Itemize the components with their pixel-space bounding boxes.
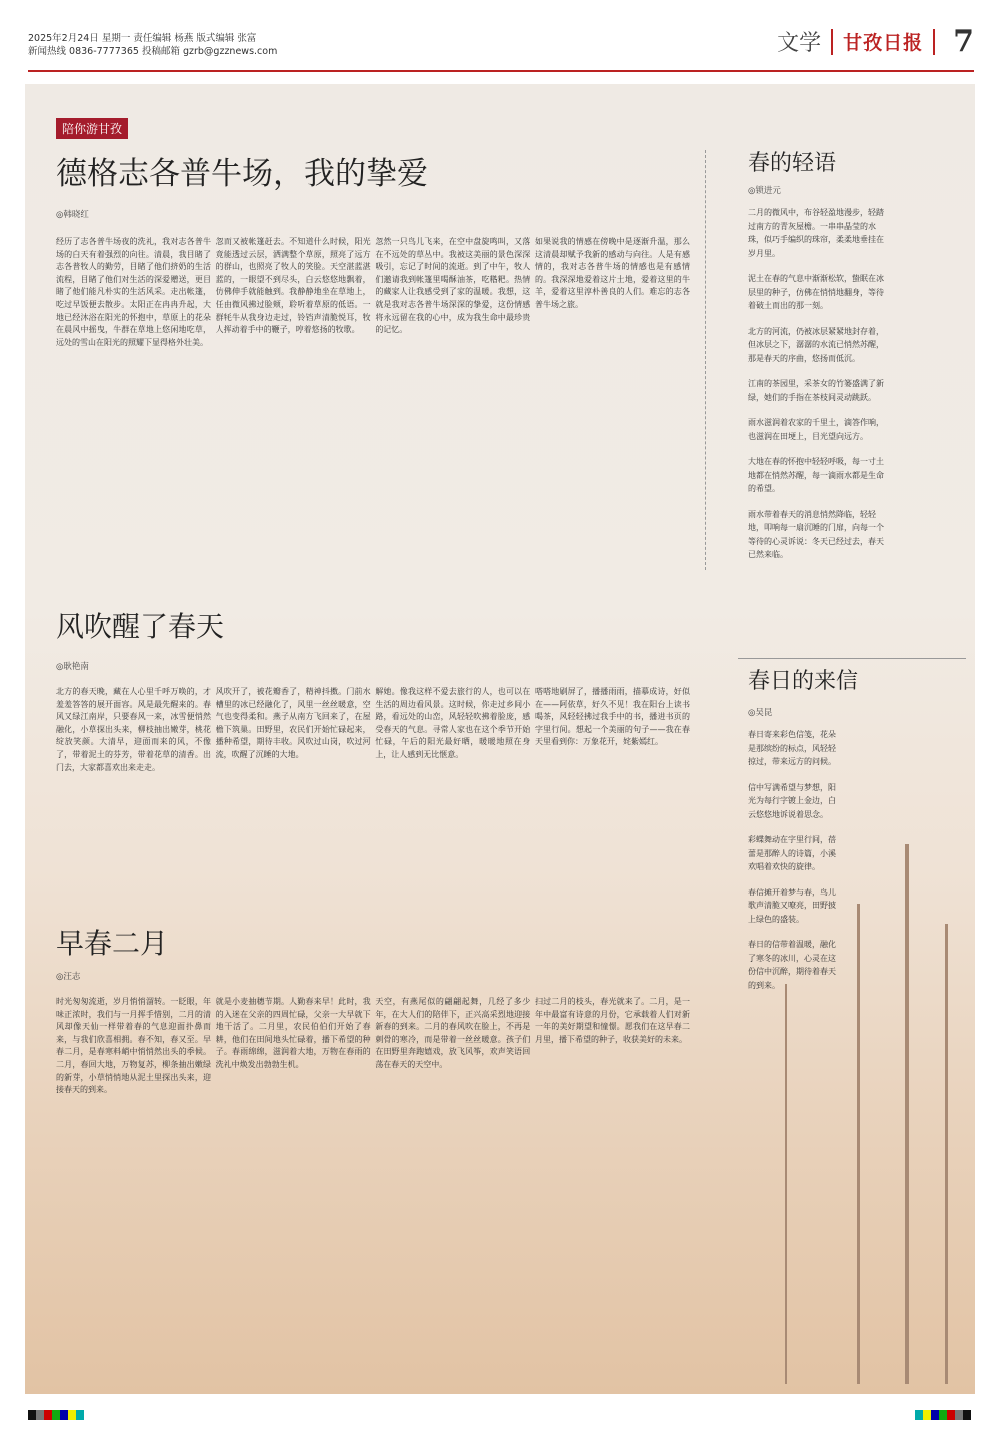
page-number: 7 bbox=[953, 24, 974, 59]
column-tag: 陪你游甘孜 bbox=[56, 118, 128, 139]
color-calibration-bar-left bbox=[28, 1410, 84, 1420]
text-column: 扫过二月的枝头，春光就来了。二月，是一年中最富有诗意的月份，它承载着人们对新一年的美好期望和憧憬。愿我们在这早春二月里，播下希望的种子，收获美好的未来。 bbox=[534, 997, 690, 1044]
poem-stanza: 北方的河流，仍被冰层紧紧地封存着，但冰层之下，潺潺的水流已悄然苏醒，那是春天的序曲，悠扬而低沉。 bbox=[748, 326, 884, 363]
article-title: 风吹醒了春天 bbox=[56, 610, 225, 643]
article-title: 德格志各普牛场，我的挚爱 bbox=[56, 156, 428, 192]
poem-stanza: 大地在春的怀抱中轻轻呼吸，每一寸土地都在悄然苏醒，每一滴雨水都是生命的希望。 bbox=[748, 457, 884, 493]
section-name: 文学 bbox=[777, 31, 822, 56]
poem-stanza: 春日的信带着温暖，融化了寒冬的冰川，心灵在这份信中沉醉，期待着春天的到来。 bbox=[748, 940, 836, 990]
tree-illustration-trunk-2 bbox=[905, 844, 909, 1384]
side-divider bbox=[738, 658, 966, 659]
text-column: 嗒嗒地刷屏了，播播雨雨，描摹成诗，好似在——阿依草，好久不见！我在阳台上读书喝茶，风轻轻拂过我手中的书，播进书页的字里行间。想起一个美丽的句子——我在春天里看到你：万象花开，姹紫嫣红。 bbox=[534, 687, 690, 747]
text-column: 北方的春天晚，藏在人心里千呼万唤的，才羞羞答答的展开面容。风是最先醒来的。春风又绿江南岸，只要春风一来，冰雪便悄然融化，小草探出头来，柳枝抽出嫩芽，桃花绽放笑颜。大清早，迎面而来的风，不像了，带着泥土的芬芳，带着花草的清香。出门去，大家都喜欢出来走走。 bbox=[56, 687, 211, 772]
poem-stanza: 春日寄来彩色信笺，花朵是那缤纷的标点，风轻轻掠过，带来远方的问候。 bbox=[748, 730, 836, 766]
newspaper-logo: 甘孜日报 bbox=[843, 32, 924, 54]
article-body bbox=[56, 686, 690, 886]
column-divider bbox=[705, 150, 706, 570]
poem-stanza: 二月的微风中，布谷轻盈地漫步，轻踏过南方的青灰屋檐。一串串晶莹的水珠，似巧手编织的珠帘，柔柔地垂挂在岁月里。 bbox=[748, 208, 884, 258]
article-body bbox=[56, 996, 690, 1376]
article-author: ◎韩晓红 bbox=[56, 210, 89, 220]
text-column: 风吹开了，被花瓣香了，精神抖擞。门前水槽里的冰已经融化了，风里一丝丝暖意，空气也变得柔和。燕子从南方飞回来了，在屋檐下筑巢。田野里，农民们开始忙碌起来，播种希望，期待丰收。风吹过山岗，吹过河流，吹醒了沉睡的大地。 bbox=[215, 687, 371, 759]
poem-body bbox=[748, 206, 888, 646]
poem-stanza: 江南的茶园里，采茶女的竹篓盛满了新绿，她们的手指在茶枝间灵动跳跃。 bbox=[748, 379, 884, 402]
header-rule bbox=[28, 70, 974, 72]
text-column: 经历了志各普牛场夜的洗礼，我对志各普牛场的白天有着强烈的向往。清晨，我目睹了志各普牧人的勤劳，目睹了他们挤奶的生活流程，目睹了他们对生活的深爱赠送，更目睹了他们能凡朴实的生活风采。走出帐篷，吃过早饭便去散步。太阳正在冉冉升起，大地已经沐浴在阳光的怀抱中，草原上的花朵在晨风中摇曳，牛群在草地上悠闲地吃草，远处的雪山在阳光的照耀下显得格外壮美。 bbox=[56, 237, 211, 347]
tree-illustration-trunk-1 bbox=[857, 904, 860, 1384]
color-calibration-bar-right bbox=[915, 1410, 971, 1420]
poem-stanza: 信中写满希望与梦想，阳光为每行字镀上金边，白云悠悠地诉说着思念。 bbox=[748, 782, 836, 819]
poem-title: 春的轻语 bbox=[748, 151, 837, 176]
text-column: 忽然一只鸟儿飞来，在空中盘旋鸣叫，又落在不远处的草丛中。我被这美丽的景色深深吸引，忘记了时间的流逝。到了中午，牧人们邀请我到帐篷里喝酥油茶，吃糌粑。热情的藏家人让我感受到了家的温暖。我想，这就是我对志各普牛场深深的挚爱，这份情感将永远留在我的心中，成为我生命中最珍贵的记忆。 bbox=[375, 237, 531, 335]
text-column: 就是小麦抽穗节期。人勤春来早！此时，我的入迷在父亲的四周忙碌，父亲一大早就下地干活了。二月里，农民伯伯们开始了春耕，他们在田间地头忙碌着，播下希望的种子。春雨绵绵，滋润着大地，万物在春雨的洗礼中焕发出勃勃生机。 bbox=[215, 997, 371, 1069]
poem-stanza: 泥土在春的气息中渐渐松软，蛰眠在冰层里的种子，仿佛在悄悄地翻身，等待着破土而出的那一刻。 bbox=[748, 274, 884, 310]
poem-title: 春日的来信 bbox=[748, 669, 859, 694]
header-contact-line: 新闻热线 0836-7777365 投稿邮箱 gzrb@gzznews.com bbox=[28, 46, 278, 57]
poem-author: ◎锁进元 bbox=[748, 186, 781, 196]
article-title: 早春二月 bbox=[56, 927, 169, 960]
masthead-divider-2 bbox=[933, 29, 935, 55]
poem-stanza: 雨水滋润着农家的千里土，滴答作响，也滋润在田埂上，目光望向远方。 bbox=[748, 418, 884, 441]
poem-stanza: 彩蝶舞动在字里行间，蓓蕾是那醉人的诗篇，小溪欢唱着欢快的旋律。 bbox=[748, 835, 836, 871]
tree-illustration-trunk-3 bbox=[945, 924, 948, 1384]
header-date-line: 2025年2月24日 星期一 责任编辑 杨燕 版式编辑 张富 bbox=[28, 33, 257, 44]
poem-stanza: 春信摊开着梦与春，鸟儿歌声清脆又嘹亮，田野披上绿色的盛装。 bbox=[748, 887, 836, 924]
masthead-divider bbox=[831, 29, 833, 55]
text-column: 天空，有燕尾似的翩翩起舞，几经了多少年，在大人们的陪伴下，正兴高采烈地迎接新春的到来。二月的春风吹在脸上，不再是刺骨的寒冷，而是带着一丝丝暖意。孩子们在田野里奔跑嬉戏，放飞风筝，欢声笑语回荡在春天的天空中。 bbox=[375, 997, 531, 1069]
poem-author: ◎吴昆 bbox=[748, 708, 773, 718]
text-column: 解她。像我这样不爱去旅行的人，也可以在生活的周边看风景。这时候，你走过乡间小路，看远处的山峦，风轻轻吹拂着脸庞，感受春天的气息。寻常人家也在这个季节开始忙碌，午后的阳光最好晒，暖暖地照在身上，让人感到无比惬意。 bbox=[375, 687, 531, 759]
article-author: ◎耿艳南 bbox=[56, 662, 89, 672]
article-body bbox=[56, 236, 690, 572]
text-column: 如果说我的情感在傍晚中是逐渐升温，那么这清晨却赋予我新的感动与向往。人是有感情的，我对志各普牛场的情感也是有感情的。我深深地爱着这片土地，爱着这里的牛羊，爱着这里淳朴善良的人们。难忘的志各普牛场之旅。 bbox=[534, 237, 690, 309]
header-info bbox=[28, 32, 277, 58]
text-column: 忽而又被帐篷赶去。不知道什么时候，阳光竟能透过云层，洒满整个草原，照亮了远方的群山，也照亮了牧人的笑脸。天空湛蓝湛蓝的，一眼望不到尽头，白云悠悠地飘着，仿佛伸手就能触到。我静静地坐在草地上，任由微风拂过脸颊，聆听着草原的低语。一群牦牛从我身边走过，铃铛声清脆悦耳，牧人挥动着手中的鞭子，哼着悠扬的牧歌。 bbox=[215, 237, 371, 335]
poem-stanza: 雨水带着春天的消息悄然降临，轻轻地，叩响每一扇沉睡的门扉，向每一个等待的心灵诉说：冬天已经过去，春天已然来临。 bbox=[748, 509, 884, 559]
text-column: 时光匆匆流逝，岁月悄悄溜转。一眨眼，年味正浓时，我们与一月挥手惜别，二月的清风却像天仙一样带着春的气息迎面扑鼻而来，与我们欣喜相拥。春不知，春又至。早春二月，是春寒料峭中悄悄然出头的季候。二月，春回大地，万物复苏，柳条抽出嫩绿的新芽，小草悄悄地从泥土里探出头来，迎接春天的到来。 bbox=[56, 997, 211, 1095]
article-author: ◎汪志 bbox=[56, 972, 81, 982]
masthead bbox=[777, 24, 974, 59]
poem-body bbox=[748, 728, 838, 1048]
